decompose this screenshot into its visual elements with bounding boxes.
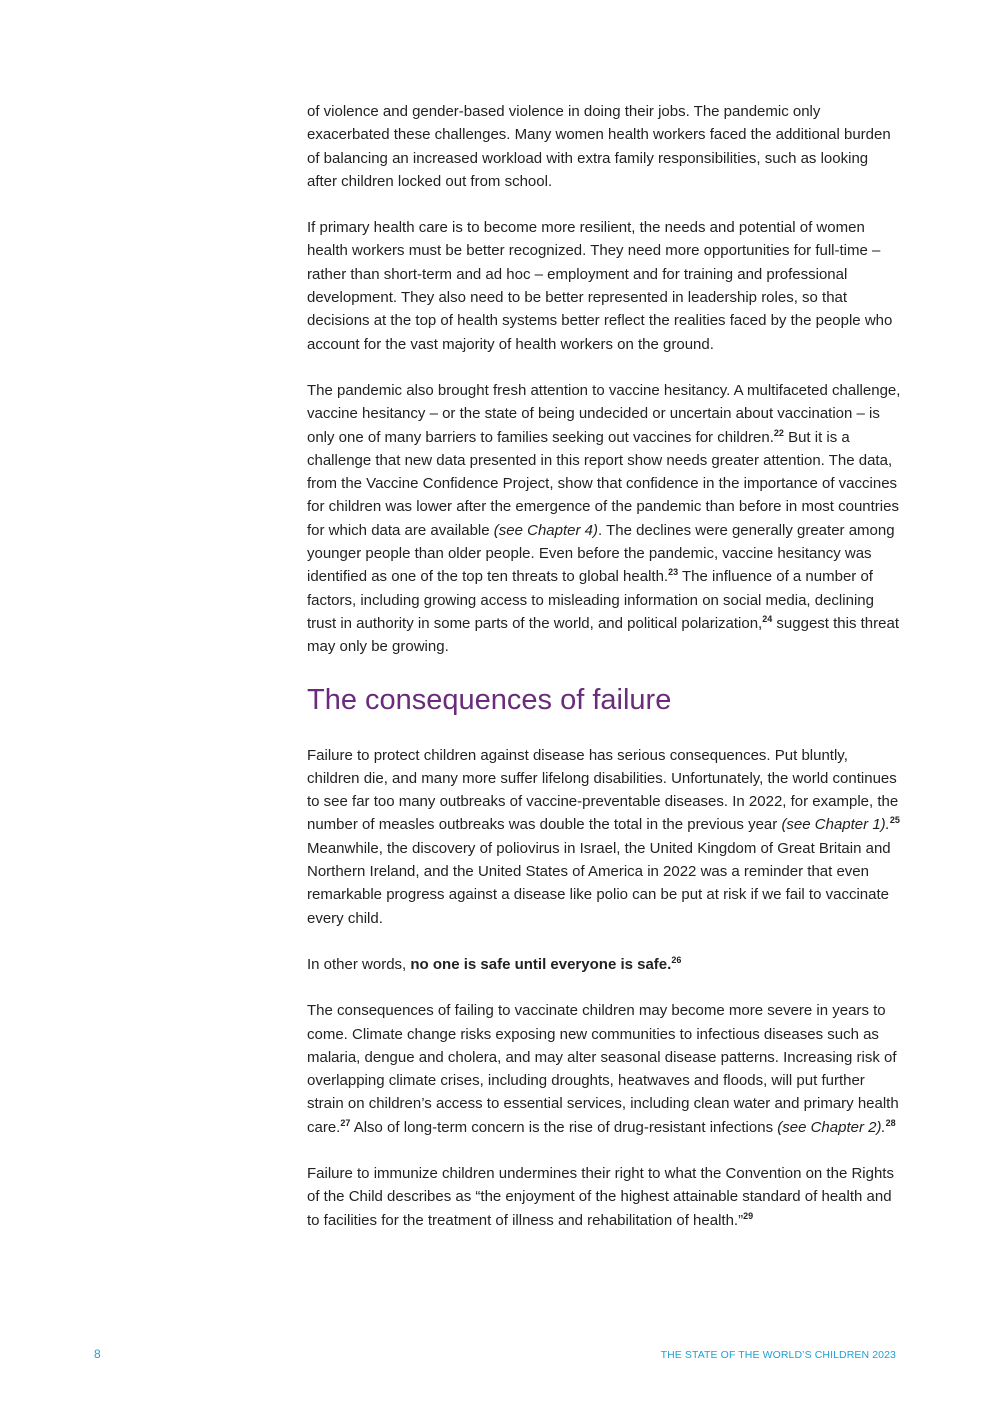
paragraph-2 xyxy=(307,216,902,356)
footnote-ref-24: 24 xyxy=(762,613,773,624)
paragraph-5-text: In other words, xyxy=(307,955,411,973)
paragraph-7 xyxy=(307,1162,902,1232)
key-message: no one is safe until everyone is safe. xyxy=(410,955,672,973)
footnote-ref-25: 25 xyxy=(889,815,900,826)
main-text-column xyxy=(307,100,902,1255)
publication-title: THE STATE OF THE WORLD’S CHILDREN 2023 xyxy=(660,1349,896,1361)
paragraph-4 xyxy=(307,744,902,930)
footnote-ref-26: 26 xyxy=(671,954,682,965)
page-number: 8 xyxy=(94,1347,101,1361)
chapter-4-reference: (see Chapter 4) xyxy=(493,521,598,539)
paragraph-4-text-a: Failure to protect children against disease has serious consequences. Put bluntly, children die, and many more suffer lifelong disabilities. Unfortunately, the world continues to see far too many outbreaks of vaccine-preventable diseases. In 2022, for example, the number of measles outbreaks was double the total in the previous year xyxy=(307,746,899,834)
footnote-ref-22: 22 xyxy=(773,427,784,438)
paragraph-2-text: If primary health care is to become more resilient, the needs and potential of women health workers must be better recognized. They need more opportunities for full-time – rather than short-term and ad hoc – employment and for training and professional development. They also need to be better represented in leadership roles, so that decisions at the top of health systems better reflect the realities faced by the people who account for the vast majority of health workers on the ground. xyxy=(307,219,893,353)
footnote-ref-27: 27 xyxy=(340,1117,351,1128)
paragraph-7-text: Failure to immunize children undermines their right to what the Convention on the Rights of the Child describes as “the enjoyment of the highest attainable standard of health and to facilities for the treatment of illness and rehabilitation of health.” xyxy=(307,1164,894,1229)
paragraph-3-text-c: . The declines were generally greater among younger people than older people. Even before the pandemic, vaccine hesitancy was identified as one of the top ten threats to global health. xyxy=(307,521,895,586)
paragraph-3 xyxy=(307,379,902,659)
paragraph-6-text-a: The consequences of failing to vaccinate children may become more severe in years to come. Climate change risks exposing new communities to infectious diseases such as malaria, dengue and cholera, and may alter seasonal disease patterns. Increasing risk of overlapping climate crises, including droughts, heatwaves and floods, will put further strain on children’s access to essential services, including clean water and primary health care. xyxy=(307,1002,899,1136)
paragraph-6-text-b: Also of long-term concern is the rise of drug-resistant infections xyxy=(350,1118,778,1136)
paragraph-3-text-d: The influence of a number of factors, including growing access to misleading information on social media, declining trust in authority in some parts of the world, and political polarization, xyxy=(307,568,874,632)
paragraph-1-text: of violence and gender-based violence in doing their jobs. The pandemic only exacerbated these challenges. Many women health workers faced the additional burden of balancing an increased workload with extra family responsibilities, such as looking after children locked out from school. xyxy=(307,103,891,190)
paragraph-3-text-b: But it is a challenge that new data presented in this report show needs greater attention. The data, from the Vaccine Confidence Project, show that confidence in the importance of vaccines for children was lower after the emergence of the pandemic than before in most countries for which data are available xyxy=(307,428,899,539)
footnote-ref-23: 23 xyxy=(668,567,679,578)
paragraph-4-text-b: Meanwhile, the discovery of poliovirus in Israel, the United Kingdom of Great Britain and Northern Ireland, and the United States of America in 2022 was a reminder that even remarkable progress against a disease like polio can be put at risk if we fail to vaccinate every child. xyxy=(307,839,891,927)
paragraph-3-text-e: suggest this threat may only be growing. xyxy=(307,614,899,656)
paragraph-6 xyxy=(307,999,902,1139)
chapter-2-reference: (see Chapter 2). xyxy=(777,1118,886,1136)
paragraph-1 xyxy=(307,100,902,193)
chapter-1-reference: (see Chapter 1). xyxy=(781,816,890,834)
footnote-ref-29: 29 xyxy=(743,1210,754,1221)
footnote-ref-28: 28 xyxy=(885,1117,896,1128)
paragraph-3-text-a: The pandemic also brought fresh attention to vaccine hesitancy. A multifaceted challenge, vaccine hesitancy – or the state of being undecided or uncertain about vaccination – is only one of many barriers to families seeking out vaccines for children. xyxy=(307,381,901,446)
paragraph-5 xyxy=(307,953,902,976)
section-heading: The consequences of failure xyxy=(307,683,672,716)
